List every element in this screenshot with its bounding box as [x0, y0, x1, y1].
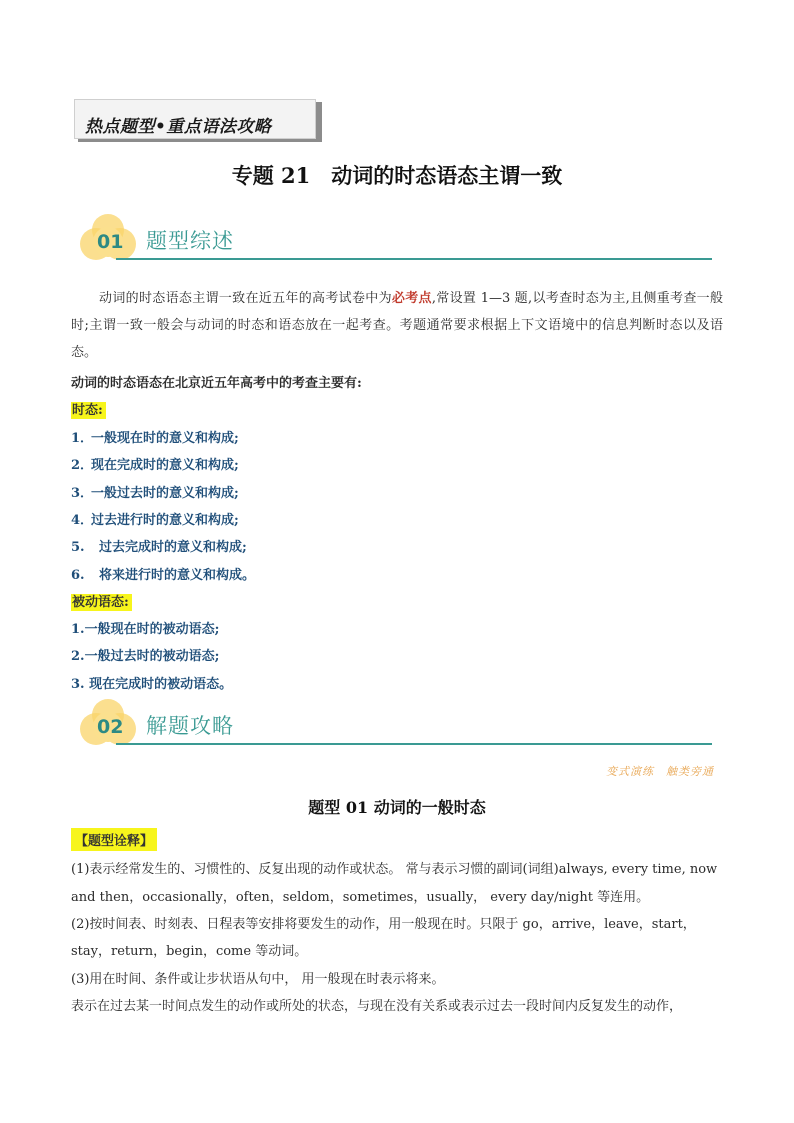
- header-tag: [74, 99, 320, 141]
- item-text: 一般过去时的被动语态;: [84, 649, 220, 664]
- explain-label: 【题型诠释】: [71, 828, 157, 851]
- item-number: 6.: [71, 568, 85, 583]
- tense-item: [71, 564, 255, 583]
- section-title: 解题攻略: [146, 714, 234, 738]
- item-text: 一般过去时的意义和构成;: [91, 486, 239, 501]
- tense-item: [71, 454, 239, 473]
- explain-line: (2)按时间表、时刻表、日程表等安排将要发生的动作，用一般现在时。只限于 go，arrive，leave，start，: [71, 917, 696, 932]
- header-tag-text: 热点题型•重点语法攻略: [85, 117, 272, 137]
- passive-label-row: [71, 591, 132, 610]
- passive-item: [71, 645, 219, 664]
- question-type-title: 题型 01 动词的一般时态: [308, 798, 486, 817]
- tense-label-row: [71, 399, 106, 418]
- item-text: 一般现在时的意义和构成;: [91, 431, 239, 446]
- item-number: 3.: [71, 677, 85, 692]
- tense-label: 时态:: [71, 402, 106, 419]
- item-number: 4．: [71, 513, 94, 528]
- explain-line: 表示在过去某一时间点发生的动作或所处的状态，与现在没有关系或表示过去一段时间内反复发生的动作，: [71, 999, 683, 1014]
- document-title: 专题 21 动词的时态语态主谓一致: [231, 163, 563, 188]
- item-number: 1．: [71, 431, 94, 446]
- item-number: 2.: [71, 649, 85, 664]
- explain-line: and then，occasionally，often，seldom，sometimes，usually， every day/night 等连用。: [71, 890, 650, 905]
- exam-summary-line: 动词的时态语态在北京近五年高考中的考查主要有:: [71, 376, 362, 391]
- tense-item: [71, 427, 239, 446]
- item-text: 现在完成时的被动语态。: [89, 677, 233, 692]
- passive-item: [71, 618, 219, 637]
- intro-text-2: ,常设置 1—3 题,以考查时态为主,且侧重考查一般时;主谓一致一般会与动词的时态和语态放在一起考查。考题通常要求根据上下文语境中的信息判断时态以及语态。: [71, 291, 723, 360]
- intro-emphasis: 必考点: [391, 291, 432, 306]
- section-divider: [116, 258, 712, 260]
- section-number: 02: [97, 716, 124, 738]
- intro-paragraph: [71, 285, 723, 366]
- item-text: 过去完成时的意义和构成;: [99, 540, 247, 555]
- explain-line: (1)表示经常发生的、习惯性的、反复出现的动作或状态。 常与表示习惯的副词(词组)always, every time, now: [71, 862, 718, 877]
- section-divider: [116, 743, 712, 745]
- item-number: 2．: [71, 458, 94, 473]
- item-number: 5.: [71, 540, 85, 555]
- item-text: 一般现在时的被动语态;: [84, 622, 220, 637]
- section-header-strategy: [80, 697, 712, 757]
- tense-item: [71, 482, 239, 501]
- tense-item: [71, 509, 239, 528]
- passive-item: [71, 673, 232, 692]
- item-text: 将来进行时的意义和构成。: [99, 568, 256, 583]
- item-number: 1.: [71, 622, 85, 637]
- tense-item: [71, 536, 247, 555]
- item-text: 现在完成时的意义和构成;: [91, 458, 239, 473]
- section-number: 01: [97, 231, 124, 253]
- item-text: 过去进行时的意义和构成;: [91, 513, 239, 528]
- section-subtitle: 变式演练 触类旁通: [606, 765, 714, 778]
- section-title: 题型综述: [146, 229, 234, 253]
- explain-line: stay，return，begin，come 等动词。: [71, 944, 308, 959]
- intro-text-1: 动词的时态语态主谓一致在近五年的高考试卷中为: [99, 291, 392, 306]
- item-number: 3．: [71, 486, 94, 501]
- passive-label: 被动语态:: [71, 594, 132, 611]
- header-tag-box: [74, 99, 316, 139]
- section-header-overview: [80, 212, 712, 272]
- explain-line: (3)用在时间、条件或让步状语从句中， 用一般现在时表示将来。: [71, 972, 445, 987]
